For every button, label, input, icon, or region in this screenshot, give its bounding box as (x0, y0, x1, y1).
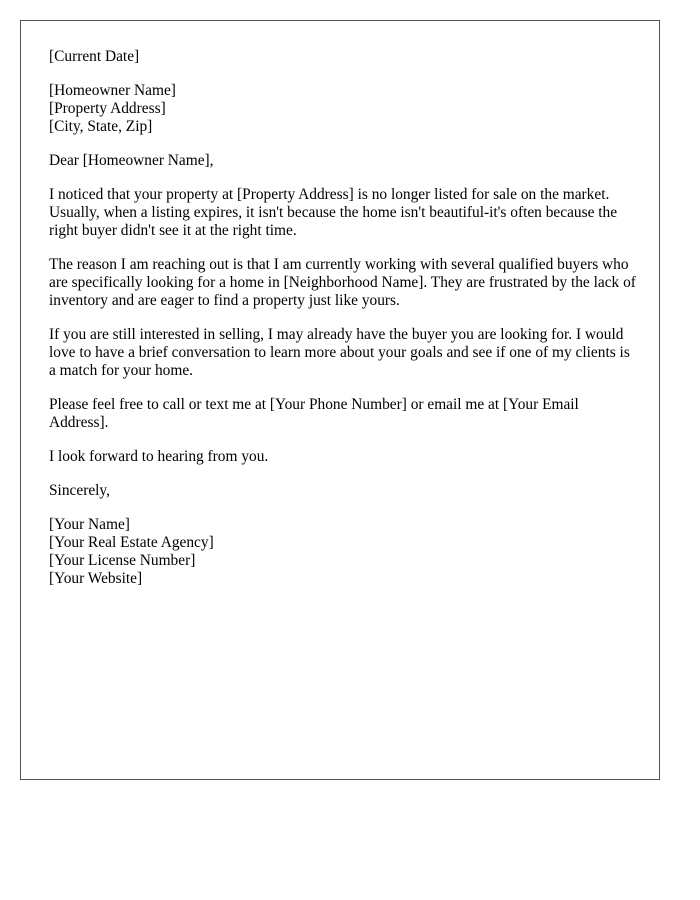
paragraph-contact-info: Please feel free to call or text me at [Your Phone Number] or email me at [Your Email Address]. (49, 396, 579, 431)
date-block (49, 48, 639, 66)
salutation: Dear [Homeowner Name], (49, 152, 214, 169)
paragraph-expired-listing: I noticed that your property at [Property Address] is no longer listed for sale on the market. Usually, when a listing expires, it isn't because the home isn't beautiful-it's often because the right buyer didn't see it at the right time. (49, 186, 618, 239)
signature-license: [Your License Number] (49, 552, 196, 569)
signature-website: [Your Website] (49, 570, 143, 587)
signature-block (49, 516, 639, 588)
recipient-address-block (49, 82, 639, 136)
current-date: [Current Date] (49, 48, 140, 65)
paragraph-qualified-buyers: The reason I am reaching out is that I am currently working with several qualified buyers who are specifically looking for a home in [Neighborhood Name]. They are frustrated by the lack of inventory and are eager to find a property just like yours. (49, 256, 636, 309)
letter-body (49, 48, 639, 604)
closing: Sincerely, (49, 482, 110, 499)
paragraph-conversation-offer: If you are still interested in selling, I may already have the buyer you are looking for. I would love to have a brief conversation to learn more about your goals and see if one of my clients is a match for your home. (49, 326, 630, 379)
paragraph-look-forward: I look forward to hearing from you. (49, 448, 269, 465)
recipient-name: [Homeowner Name] (49, 82, 176, 99)
signature-name: [Your Name] (49, 516, 130, 533)
signature-agency: [Your Real Estate Agency] (49, 534, 214, 551)
recipient-property-address: [Property Address] (49, 100, 166, 117)
recipient-city-state-zip: [City, State, Zip] (49, 118, 153, 135)
letter-page (20, 20, 660, 780)
